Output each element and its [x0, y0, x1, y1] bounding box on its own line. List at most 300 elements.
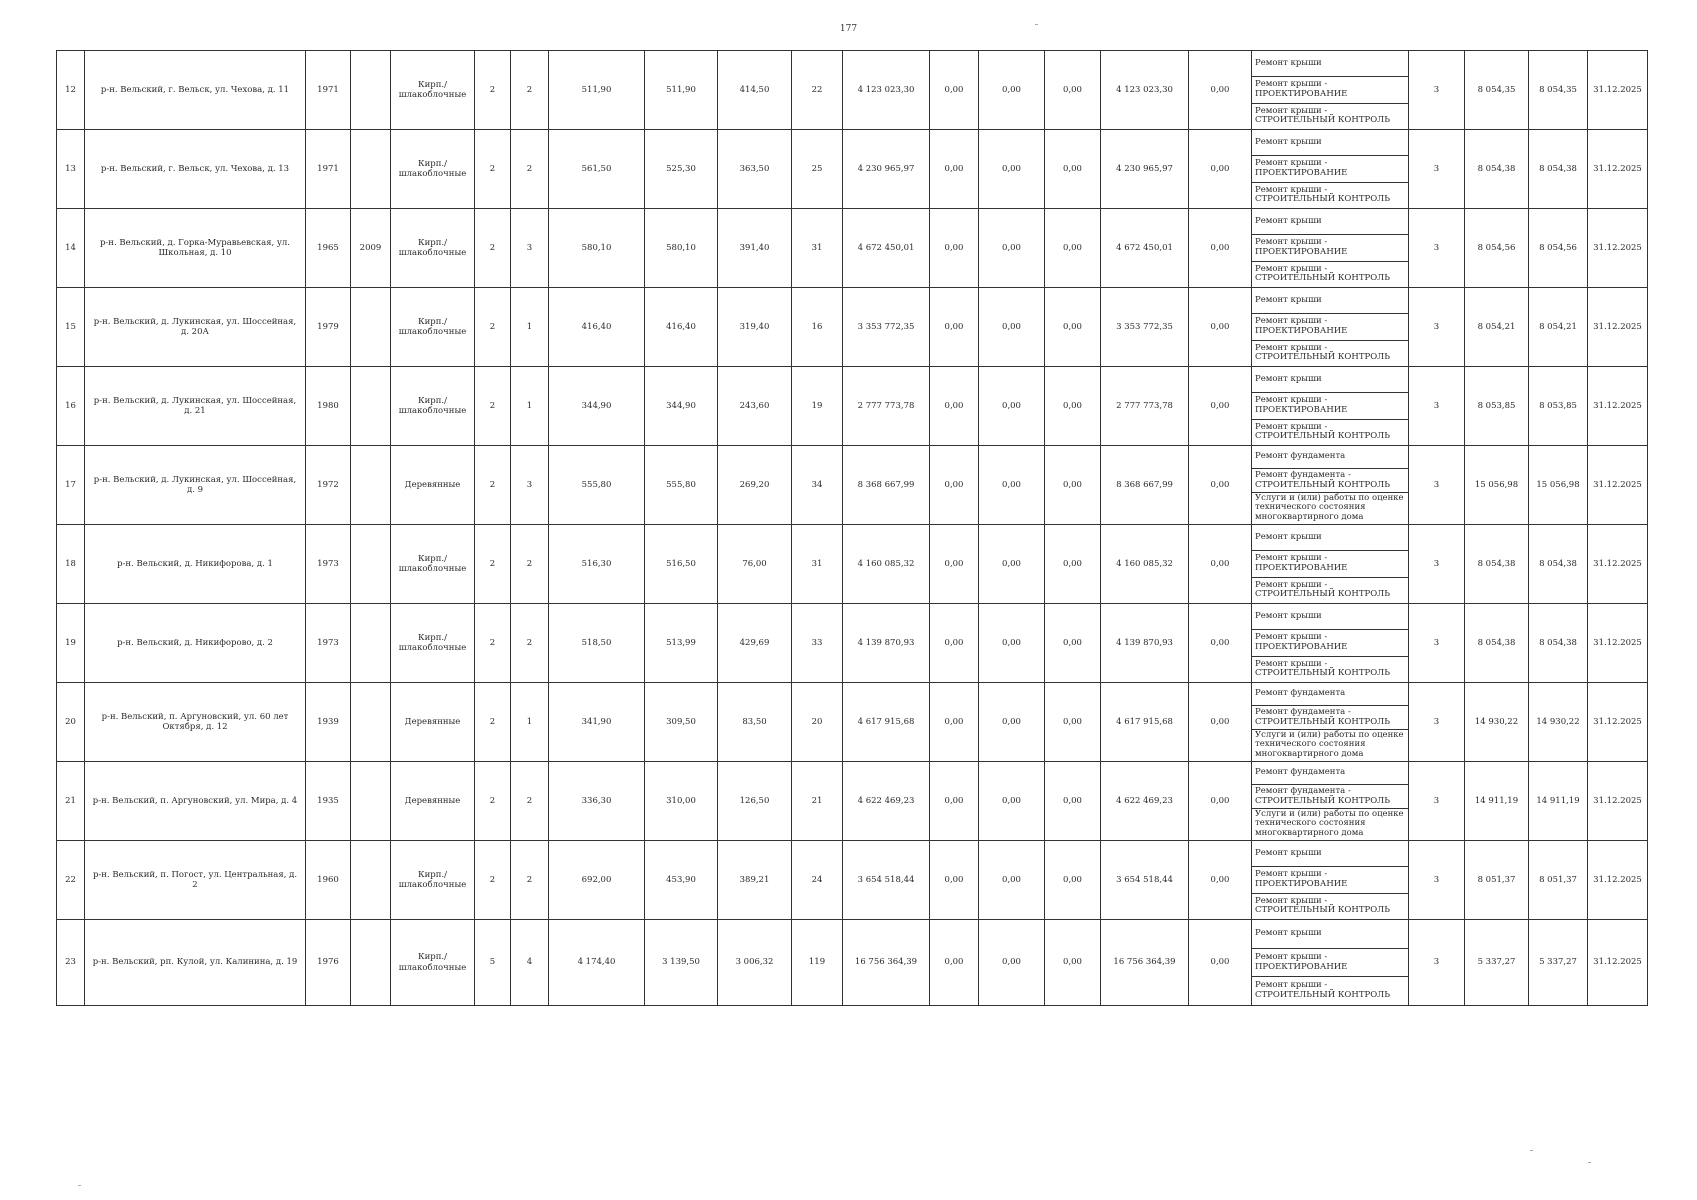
cell-fund-local: 0,00 [1045, 683, 1101, 762]
cell-residents: 25 [792, 130, 843, 209]
cell-floors: 2 [475, 288, 511, 367]
cell-works [1252, 604, 1409, 683]
cell-cost-unit: 8 054,21 [1465, 288, 1529, 367]
cell-works [1252, 841, 1409, 920]
work-item: Ремонт крыши - СТРОИТЕЛЬНЫЙ КОНТРОЛЬ [1255, 579, 1390, 600]
work-item: Ремонт крыши - ПРОЕКТИРОВАНИЕ [1252, 314, 1408, 340]
cell-area-res: 414,50 [718, 51, 792, 130]
scan-speck [78, 1185, 81, 1186]
cell-floors: 2 [475, 446, 511, 525]
cell-entrances: 2 [511, 762, 549, 841]
cell-priority: 3 [1409, 288, 1465, 367]
cell-cost-total: 4 672 450,01 [843, 209, 930, 288]
cell-floors: 2 [475, 683, 511, 762]
cell-cost-unit: 15 056,98 [1465, 446, 1529, 525]
cell-cost-total: 2 777 773,78 [843, 367, 930, 446]
cell-num: 21 [57, 762, 85, 841]
cell-area-res: 363,50 [718, 130, 792, 209]
cell-floors: 5 [475, 920, 511, 1006]
cell-fund-owners: 4 123 023,30 [1101, 51, 1189, 130]
cell-wall: Деревянные [391, 683, 475, 762]
cell-entrances: 2 [511, 130, 549, 209]
cell-residents: 22 [792, 51, 843, 130]
cell-residents: 20 [792, 683, 843, 762]
cell-num: 14 [57, 209, 85, 288]
table-row [57, 51, 1648, 130]
cell-area-living: 416,40 [645, 288, 718, 367]
cell-deadline: 31.12.2025 [1588, 525, 1648, 604]
cell-wall: Кирп./ шлакоблочные [391, 51, 475, 130]
cell-priority: 3 [1409, 604, 1465, 683]
cell-cost-unit: 14 911,19 [1465, 762, 1529, 841]
cell-entrances: 4 [511, 920, 549, 1006]
work-item: Ремонт крыши - СТРОИТЕЛЬНЫЙ КОНТРОЛЬ [1255, 263, 1390, 284]
cell-area-res: 429,69 [718, 604, 792, 683]
table-row [57, 446, 1648, 525]
cell-priority: 3 [1409, 762, 1465, 841]
cell-year-reno [351, 920, 391, 1006]
work-item: Ремонт крыши - ПРОЕКТИРОВАНИЕ [1252, 630, 1408, 656]
table-row [57, 762, 1648, 841]
work-item: Ремонт крыши [1252, 604, 1408, 630]
cell-deadline: 31.12.2025 [1588, 367, 1648, 446]
cell-fund-owners: 4 230 965,97 [1101, 130, 1189, 209]
cell-fund-local: 0,00 [1045, 288, 1101, 367]
cell-fund-owners: 4 622 469,23 [1101, 762, 1189, 841]
cell-year-reno [351, 288, 391, 367]
cell-address: р-н. Вельский, п. Аргуновский, ул. Мира, д. 4 [85, 762, 306, 841]
cell-fund-region: 0,00 [979, 130, 1045, 209]
cell-deadline: 31.12.2025 [1588, 51, 1648, 130]
cell-residents: 21 [792, 762, 843, 841]
cell-num: 13 [57, 130, 85, 209]
cell-fund-region: 0,00 [979, 288, 1045, 367]
cell-residents: 34 [792, 446, 843, 525]
work-item: Ремонт крыши - СТРОИТЕЛЬНЫЙ КОНТРОЛЬ [1255, 184, 1390, 205]
cell-area-total: 341,90 [549, 683, 645, 762]
cell-cost-limit: 8 054,38 [1529, 604, 1588, 683]
cell-deadline: 31.12.2025 [1588, 288, 1648, 367]
work-item: Ремонт крыши - СТРОИТЕЛЬНЫЙ КОНТРОЛЬ [1255, 658, 1390, 679]
cell-address: р-н. Вельский, г. Вельск, ул. Чехова, д. 13 [85, 130, 306, 209]
cell-area-res: 126,50 [718, 762, 792, 841]
work-item: Ремонт крыши [1252, 841, 1408, 867]
page-number: 177 [839, 24, 858, 34]
cell-fund-other: 0,00 [1189, 525, 1252, 604]
cell-entrances: 2 [511, 604, 549, 683]
cell-cost-unit: 14 930,22 [1465, 683, 1529, 762]
cell-fund-federal: 0,00 [930, 841, 979, 920]
cell-entrances: 2 [511, 51, 549, 130]
cell-residents: 24 [792, 841, 843, 920]
work-item: Ремонт фундамента [1252, 683, 1408, 706]
cell-entrances: 3 [511, 446, 549, 525]
cell-fund-region: 0,00 [979, 446, 1045, 525]
cell-floors: 2 [475, 209, 511, 288]
cell-year-reno [351, 841, 391, 920]
cell-floors: 2 [475, 130, 511, 209]
cell-fund-other: 0,00 [1189, 209, 1252, 288]
cell-priority: 3 [1409, 683, 1465, 762]
cell-cost-limit: 8 054,35 [1529, 51, 1588, 130]
work-item: Ремонт фундамента - СТРОИТЕЛЬНЫЙ КОНТРОЛЬ [1252, 469, 1408, 492]
cell-year-built: 1960 [306, 841, 351, 920]
cell-wall: Деревянные [391, 446, 475, 525]
cell-works [1252, 130, 1409, 209]
cell-cost-unit: 8 054,38 [1465, 604, 1529, 683]
cell-num: 17 [57, 446, 85, 525]
cell-year-reno [351, 130, 391, 209]
cell-fund-other: 0,00 [1189, 683, 1252, 762]
cell-fund-local: 0,00 [1045, 446, 1101, 525]
cell-fund-other: 0,00 [1189, 841, 1252, 920]
cell-cost-limit: 14 911,19 [1529, 762, 1588, 841]
cell-cost-limit: 8 054,38 [1529, 525, 1588, 604]
cell-priority: 3 [1409, 525, 1465, 604]
cell-wall: Кирп./ шлакоблочные [391, 920, 475, 1006]
cell-area-total: 561,50 [549, 130, 645, 209]
cell-fund-region: 0,00 [979, 51, 1045, 130]
table-row [57, 288, 1648, 367]
cell-fund-federal: 0,00 [930, 525, 979, 604]
cell-fund-local: 0,00 [1045, 209, 1101, 288]
work-item: Ремонт крыши - СТРОИТЕЛЬНЫЙ КОНТРОЛЬ [1255, 980, 1390, 1001]
cell-fund-other: 0,00 [1189, 367, 1252, 446]
cell-fund-region: 0,00 [979, 683, 1045, 762]
cell-area-res: 83,50 [718, 683, 792, 762]
cell-cost-total: 4 230 965,97 [843, 130, 930, 209]
cell-area-living: 516,50 [645, 525, 718, 604]
cell-num: 20 [57, 683, 85, 762]
cell-entrances: 1 [511, 367, 549, 446]
cell-year-reno [351, 446, 391, 525]
cell-address: р-н. Вельский, д. Лукинская, ул. Шоссейная, д. 9 [85, 446, 306, 525]
work-item: Услуги и (или) работы по оценке технического состояния многоквартирного дома [1255, 729, 1404, 760]
cell-area-total: 4 174,40 [549, 920, 645, 1006]
cell-wall: Кирп./ шлакоблочные [391, 209, 475, 288]
cell-fund-other: 0,00 [1189, 446, 1252, 525]
work-item: Ремонт крыши [1252, 288, 1408, 314]
cell-cost-total: 4 160 085,32 [843, 525, 930, 604]
cell-fund-federal: 0,00 [930, 51, 979, 130]
work-item: Ремонт фундамента [1252, 762, 1408, 785]
cell-floors: 2 [475, 841, 511, 920]
cell-fund-federal: 0,00 [930, 288, 979, 367]
cell-area-living: 310,00 [645, 762, 718, 841]
cell-fund-region: 0,00 [979, 367, 1045, 446]
cell-year-reno [351, 762, 391, 841]
cell-cost-unit: 8 051,37 [1465, 841, 1529, 920]
cell-cost-total: 8 368 667,99 [843, 446, 930, 525]
cell-fund-federal: 0,00 [930, 762, 979, 841]
cell-address: р-н. Вельский, д. Лукинская, ул. Шоссейная, д. 20А [85, 288, 306, 367]
cell-works [1252, 762, 1409, 841]
cell-area-res: 3 006,32 [718, 920, 792, 1006]
cell-fund-owners: 16 756 364,39 [1101, 920, 1189, 1006]
work-item: Ремонт крыши [1252, 525, 1408, 551]
cell-fund-owners: 4 672 450,01 [1101, 209, 1189, 288]
cell-residents: 31 [792, 525, 843, 604]
cell-fund-owners: 3 353 772,35 [1101, 288, 1189, 367]
cell-cost-limit: 8 054,38 [1529, 130, 1588, 209]
cell-year-reno [351, 367, 391, 446]
cell-residents: 31 [792, 209, 843, 288]
cell-priority: 3 [1409, 920, 1465, 1006]
cell-floors: 2 [475, 604, 511, 683]
work-item: Услуги и (или) работы по оценке технического состояния многоквартирного дома [1255, 492, 1404, 523]
table-row [57, 683, 1648, 762]
work-item: Ремонт крыши - ПРОЕКТИРОВАНИЕ [1252, 867, 1408, 893]
cell-area-total: 416,40 [549, 288, 645, 367]
cell-fund-region: 0,00 [979, 841, 1045, 920]
cell-deadline: 31.12.2025 [1588, 762, 1648, 841]
table-row [57, 841, 1648, 920]
cell-floors: 2 [475, 525, 511, 604]
cell-num: 23 [57, 920, 85, 1006]
cell-cost-total: 16 756 364,39 [843, 920, 930, 1006]
cell-cost-limit: 15 056,98 [1529, 446, 1588, 525]
cell-year-built: 1939 [306, 683, 351, 762]
work-item: Ремонт крыши - СТРОИТЕЛЬНЫЙ КОНТРОЛЬ [1255, 105, 1390, 126]
work-item: Ремонт крыши [1252, 920, 1408, 949]
table-row [57, 130, 1648, 209]
cell-fund-federal: 0,00 [930, 604, 979, 683]
cell-fund-owners: 3 654 518,44 [1101, 841, 1189, 920]
cell-num: 18 [57, 525, 85, 604]
cell-wall: Деревянные [391, 762, 475, 841]
cell-area-total: 692,00 [549, 841, 645, 920]
table-row [57, 209, 1648, 288]
cell-wall: Кирп./ шлакоблочные [391, 288, 475, 367]
cell-priority: 3 [1409, 367, 1465, 446]
cell-year-built: 1971 [306, 51, 351, 130]
cell-residents: 19 [792, 367, 843, 446]
cell-fund-federal: 0,00 [930, 683, 979, 762]
cell-area-living: 344,90 [645, 367, 718, 446]
cell-area-total: 336,30 [549, 762, 645, 841]
cell-area-living: 511,90 [645, 51, 718, 130]
cell-cost-unit: 8 053,85 [1465, 367, 1529, 446]
cell-cost-limit: 8 054,21 [1529, 288, 1588, 367]
cell-entrances: 3 [511, 209, 549, 288]
cell-residents: 33 [792, 604, 843, 683]
cell-deadline: 31.12.2025 [1588, 683, 1648, 762]
cell-year-built: 1973 [306, 604, 351, 683]
cell-works [1252, 683, 1409, 762]
cell-deadline: 31.12.2025 [1588, 604, 1648, 683]
cell-residents: 119 [792, 920, 843, 1006]
cell-wall: Кирп./ шлакоблочные [391, 525, 475, 604]
cell-address: р-н. Вельский, д. Никифорова, д. 1 [85, 525, 306, 604]
cell-deadline: 31.12.2025 [1588, 841, 1648, 920]
work-item: Ремонт фундамента - СТРОИТЕЛЬНЫЙ КОНТРОЛЬ [1252, 785, 1408, 808]
cell-num: 12 [57, 51, 85, 130]
cell-year-built: 1972 [306, 446, 351, 525]
cell-area-total: 555,80 [549, 446, 645, 525]
work-item: Ремонт крыши - ПРОЕКТИРОВАНИЕ [1252, 393, 1408, 419]
cell-cost-limit: 5 337,27 [1529, 920, 1588, 1006]
housing-repair-table [56, 50, 1648, 1006]
cell-area-living: 513,99 [645, 604, 718, 683]
cell-fund-other: 0,00 [1189, 604, 1252, 683]
cell-deadline: 31.12.2025 [1588, 209, 1648, 288]
cell-cost-unit: 8 054,38 [1465, 525, 1529, 604]
cell-area-living: 453,90 [645, 841, 718, 920]
cell-area-total: 511,90 [549, 51, 645, 130]
cell-address: р-н. Вельский, д. Никифорово, д. 2 [85, 604, 306, 683]
cell-cost-total: 3 654 518,44 [843, 841, 930, 920]
cell-entrances: 1 [511, 288, 549, 367]
cell-fund-federal: 0,00 [930, 920, 979, 1006]
work-item: Ремонт крыши - СТРОИТЕЛЬНЫЙ КОНТРОЛЬ [1255, 895, 1390, 916]
cell-cost-total: 4 123 023,30 [843, 51, 930, 130]
cell-cost-limit: 8 051,37 [1529, 841, 1588, 920]
cell-area-living: 309,50 [645, 683, 718, 762]
cell-fund-local: 0,00 [1045, 51, 1101, 130]
cell-fund-owners: 8 368 667,99 [1101, 446, 1189, 525]
cell-address: р-н. Вельский, п. Погост, ул. Центральная, д. 2 [85, 841, 306, 920]
cell-fund-other: 0,00 [1189, 920, 1252, 1006]
cell-entrances: 2 [511, 525, 549, 604]
cell-fund-region: 0,00 [979, 762, 1045, 841]
cell-wall: Кирп./ шлакоблочные [391, 130, 475, 209]
cell-fund-federal: 0,00 [930, 130, 979, 209]
work-item: Ремонт крыши - СТРОИТЕЛЬНЫЙ КОНТРОЛЬ [1255, 421, 1390, 442]
cell-fund-local: 0,00 [1045, 604, 1101, 683]
cell-floors: 2 [475, 762, 511, 841]
cell-fund-federal: 0,00 [930, 367, 979, 446]
cell-num: 15 [57, 288, 85, 367]
cell-area-living: 580,10 [645, 209, 718, 288]
cell-cost-unit: 8 054,35 [1465, 51, 1529, 130]
scan-speck [1035, 24, 1038, 25]
cell-year-built: 1935 [306, 762, 351, 841]
cell-year-built: 1973 [306, 525, 351, 604]
cell-fund-local: 0,00 [1045, 367, 1101, 446]
cell-floors: 2 [475, 51, 511, 130]
cell-cost-unit: 8 054,38 [1465, 130, 1529, 209]
cell-priority: 3 [1409, 130, 1465, 209]
work-item: Ремонт фундамента [1252, 446, 1408, 469]
cell-works [1252, 367, 1409, 446]
cell-year-reno [351, 683, 391, 762]
work-item: Ремонт крыши [1252, 130, 1408, 156]
cell-wall: Кирп./ шлакоблочные [391, 604, 475, 683]
cell-entrances: 2 [511, 841, 549, 920]
cell-fund-other: 0,00 [1189, 51, 1252, 130]
cell-year-reno [351, 604, 391, 683]
cell-fund-other: 0,00 [1189, 130, 1252, 209]
cell-cost-total: 4 617 915,68 [843, 683, 930, 762]
cell-address: р-н. Вельский, п. Аргуновский, ул. 60 лет Октября, д. 12 [85, 683, 306, 762]
table-row [57, 367, 1648, 446]
cell-works [1252, 525, 1409, 604]
cell-area-living: 555,80 [645, 446, 718, 525]
cell-wall: Кирп./ шлакоблочные [391, 367, 475, 446]
work-item: Ремонт крыши - ПРОЕКТИРОВАНИЕ [1252, 156, 1408, 182]
cell-deadline: 31.12.2025 [1588, 446, 1648, 525]
cell-area-res: 389,21 [718, 841, 792, 920]
cell-area-res: 319,40 [718, 288, 792, 367]
cell-priority: 3 [1409, 209, 1465, 288]
cell-address: р-н. Вельский, д. Горка-Муравьевская, ул. Школьная, д. 10 [85, 209, 306, 288]
cell-fund-local: 0,00 [1045, 920, 1101, 1006]
cell-cost-unit: 8 054,56 [1465, 209, 1529, 288]
cell-works [1252, 446, 1409, 525]
cell-works [1252, 51, 1409, 130]
work-item: Ремонт крыши - ПРОЕКТИРОВАНИЕ [1252, 551, 1408, 577]
cell-fund-owners: 4 617 915,68 [1101, 683, 1189, 762]
cell-num: 22 [57, 841, 85, 920]
cell-priority: 3 [1409, 51, 1465, 130]
work-item: Ремонт крыши - ПРОЕКТИРОВАНИЕ [1252, 235, 1408, 261]
cell-year-reno [351, 51, 391, 130]
cell-cost-total: 4 622 469,23 [843, 762, 930, 841]
cell-year-built: 1980 [306, 367, 351, 446]
cell-fund-local: 0,00 [1045, 762, 1101, 841]
cell-num: 16 [57, 367, 85, 446]
cell-cost-limit: 8 054,56 [1529, 209, 1588, 288]
work-item: Ремонт крыши - ПРОЕКТИРОВАНИЕ [1252, 949, 1408, 978]
cell-fund-other: 0,00 [1189, 288, 1252, 367]
cell-year-built: 1976 [306, 920, 351, 1006]
work-item: Ремонт крыши [1252, 51, 1408, 77]
cell-works [1252, 209, 1409, 288]
work-item: Ремонт фундамента - СТРОИТЕЛЬНЫЙ КОНТРОЛЬ [1252, 706, 1408, 729]
scan-speck [1530, 1150, 1533, 1151]
cell-area-res: 243,60 [718, 367, 792, 446]
cell-fund-owners: 4 160 085,32 [1101, 525, 1189, 604]
work-item: Ремонт крыши [1252, 209, 1408, 235]
cell-year-built: 1979 [306, 288, 351, 367]
cell-address: р-н. Вельский, рп. Кулой, ул. Калинина, д. 19 [85, 920, 306, 1006]
cell-fund-region: 0,00 [979, 209, 1045, 288]
cell-area-living: 3 139,50 [645, 920, 718, 1006]
cell-fund-federal: 0,00 [930, 446, 979, 525]
cell-fund-local: 0,00 [1045, 841, 1101, 920]
table-row [57, 920, 1648, 1006]
scan-speck [1588, 1162, 1591, 1163]
cell-wall: Кирп./ шлакоблочные [391, 841, 475, 920]
work-item: Ремонт крыши - СТРОИТЕЛЬНЫЙ КОНТРОЛЬ [1255, 342, 1390, 363]
cell-area-total: 580,10 [549, 209, 645, 288]
cell-priority: 3 [1409, 841, 1465, 920]
cell-fund-owners: 2 777 773,78 [1101, 367, 1189, 446]
cell-fund-other: 0,00 [1189, 762, 1252, 841]
cell-num: 19 [57, 604, 85, 683]
cell-area-res: 391,40 [718, 209, 792, 288]
cell-year-reno [351, 525, 391, 604]
cell-deadline: 31.12.2025 [1588, 920, 1648, 1006]
cell-address: р-н. Вельский, д. Лукинская, ул. Шоссейная, д. 21 [85, 367, 306, 446]
cell-fund-federal: 0,00 [930, 209, 979, 288]
cell-entrances: 1 [511, 683, 549, 762]
cell-area-total: 516,30 [549, 525, 645, 604]
cell-year-built: 1965 [306, 209, 351, 288]
cell-area-res: 76,00 [718, 525, 792, 604]
work-item: Ремонт крыши [1252, 367, 1408, 393]
cell-floors: 2 [475, 367, 511, 446]
cell-fund-region: 0,00 [979, 920, 1045, 1006]
cell-area-living: 525,30 [645, 130, 718, 209]
table-row [57, 525, 1648, 604]
cell-cost-limit: 8 053,85 [1529, 367, 1588, 446]
cell-cost-total: 4 139 870,93 [843, 604, 930, 683]
cell-cost-limit: 14 930,22 [1529, 683, 1588, 762]
cell-fund-region: 0,00 [979, 604, 1045, 683]
work-item: Ремонт крыши - ПРОЕКТИРОВАНИЕ [1252, 77, 1408, 103]
cell-area-total: 344,90 [549, 367, 645, 446]
